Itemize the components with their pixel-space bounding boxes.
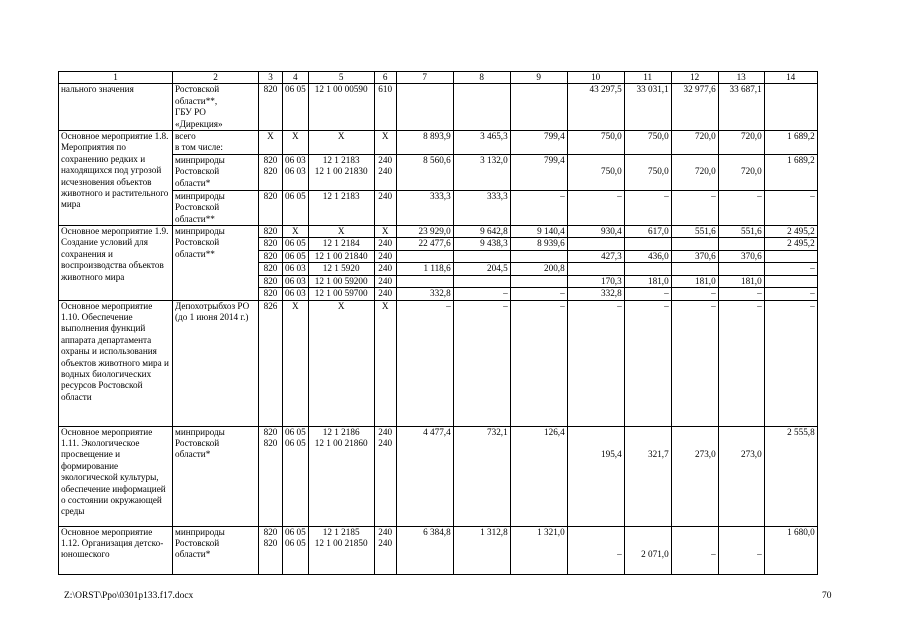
value-c6: 240 — [374, 238, 396, 250]
value-c10: 43 297,5 — [567, 84, 624, 131]
value-c4: 06 03 — [283, 275, 309, 287]
table-row — [59, 72, 818, 84]
executor-cell: минприроды Ростовской области* — [173, 426, 259, 526]
value-c8: 732,1 — [453, 426, 510, 526]
value-c8: 1 312,8 — [453, 526, 510, 574]
value-c14: – — [764, 190, 817, 225]
value-c10: 427,3 — [567, 250, 624, 262]
value-c11: 33 031,1 — [624, 84, 671, 131]
value-c7: 8 560,6 — [396, 154, 453, 190]
value-c8 — [453, 250, 510, 262]
value-c11: 321,7 — [624, 426, 671, 526]
value-c13 — [718, 263, 764, 275]
activity-name: Основное мероприятие 1.12. Организация детско-юношеского — [59, 526, 173, 574]
value-c3: 820 — [259, 288, 283, 300]
value-c5: 12 1 2186 12 1 00 21860 — [308, 426, 374, 526]
value-c5: 12 1 5920 — [308, 263, 374, 275]
value-c11: 750,0 — [624, 131, 671, 155]
value-c5: 12 1 00 21840 — [308, 250, 374, 262]
executor-cell: всего в том числе: — [173, 131, 259, 155]
value-c12: – — [671, 190, 718, 225]
value-c3: 820 — [259, 226, 283, 238]
value-c5: 12 1 2185 12 1 00 21850 — [308, 526, 374, 574]
table-row — [59, 131, 818, 155]
value-c6: Х — [374, 226, 396, 238]
column-header-10: 10 — [567, 72, 624, 84]
column-header-2: 2 — [173, 72, 259, 84]
column-header-11: 11 — [624, 72, 671, 84]
value-c11: – — [624, 190, 671, 225]
value-c3: 820 — [259, 263, 283, 275]
executor-cell: минприроды Ростовской области** — [173, 226, 259, 300]
column-header-1: 1 — [59, 72, 173, 84]
value-c9: 9 140,4 — [510, 226, 567, 238]
value-c13: – — [718, 190, 764, 225]
value-c10: 750,0 — [567, 131, 624, 155]
page-number: 70 — [822, 591, 832, 601]
value-c8: 3 465,3 — [453, 131, 510, 155]
value-c14: – — [764, 288, 817, 300]
value-c13: 370,6 — [718, 250, 764, 262]
value-c12: 32 977,6 — [671, 84, 718, 131]
value-c14: 1 689,2 — [764, 154, 817, 190]
value-c10: 332,8 — [567, 288, 624, 300]
value-c6: Х — [374, 300, 396, 426]
value-c5: Х — [308, 131, 374, 155]
column-header-3: 3 — [259, 72, 283, 84]
value-c6: 240 — [374, 250, 396, 262]
value-c14: 2 495,2 — [764, 226, 817, 238]
value-c10: – — [567, 190, 624, 225]
activity-name: Основное мероприятие 1.10. Обеспечение выполнения функций аппарата департамента охраны и использования объектов животного мира и водных биологических ресурсов Ростовской области — [59, 300, 173, 426]
value-c5: Х — [308, 226, 374, 238]
value-c12 — [671, 263, 718, 275]
value-c12: 273,0 — [671, 426, 718, 526]
value-c12: – — [671, 526, 718, 574]
value-c6: 240 240 — [374, 154, 396, 190]
value-c14: – — [764, 263, 817, 275]
value-c3: 820 820 — [259, 426, 283, 526]
value-c6: 240 — [374, 288, 396, 300]
value-c5: 12 1 00 00590 — [308, 84, 374, 131]
value-c5: 12 1 00 59700 — [308, 288, 374, 300]
value-c13: – — [718, 288, 764, 300]
value-c11 — [624, 263, 671, 275]
value-c3: Х — [259, 131, 283, 155]
value-c9 — [510, 84, 567, 131]
value-c14: 1 689,2 — [764, 131, 817, 155]
column-header-5: 5 — [308, 72, 374, 84]
value-c3: 820 — [259, 238, 283, 250]
value-c13 — [718, 238, 764, 250]
column-header-7: 7 — [396, 72, 453, 84]
value-c7 — [396, 275, 453, 287]
value-c3: 820 820 — [259, 526, 283, 574]
value-c9: 200,8 — [510, 263, 567, 275]
column-header-12: 12 — [671, 72, 718, 84]
budget-table — [58, 71, 818, 575]
value-c7: 23 929,0 — [396, 226, 453, 238]
value-c4: 06 05 — [283, 190, 309, 225]
value-c9: – — [510, 190, 567, 225]
value-c8: 9 438,3 — [453, 238, 510, 250]
value-c4: 06 03 — [283, 288, 309, 300]
value-c9: 1 321,0 — [510, 526, 567, 574]
value-c12: – — [671, 300, 718, 426]
value-c8: 333,3 — [453, 190, 510, 225]
value-c12: 720,0 — [671, 154, 718, 190]
value-c9: 126,4 — [510, 426, 567, 526]
value-c12: 551,6 — [671, 226, 718, 238]
value-c6: 240 — [374, 275, 396, 287]
value-c4: 06 03 06 03 — [283, 154, 309, 190]
value-c11: 750,0 — [624, 154, 671, 190]
activity-name: Основное мероприятие 1.9. Создание условий для сохранения и воспроизводства объектов животного мира — [59, 226, 173, 300]
value-c3: 820 — [259, 250, 283, 262]
value-c9 — [510, 250, 567, 262]
column-header-13: 13 — [718, 72, 764, 84]
value-c3: 826 — [259, 300, 283, 426]
value-c10: 750,0 — [567, 154, 624, 190]
value-c5: 12 1 2184 — [308, 238, 374, 250]
value-c11 — [624, 238, 671, 250]
value-c6: Х — [374, 131, 396, 155]
value-c6: 240 — [374, 263, 396, 275]
value-c9: – — [510, 300, 567, 426]
value-c6: 240 240 — [374, 426, 396, 526]
file-path: Z:\ORST\Ppo\0301p133.f17.docx — [64, 591, 194, 601]
value-c13: 720,0 — [718, 131, 764, 155]
value-c11: 181,0 — [624, 275, 671, 287]
column-header-6: 6 — [374, 72, 396, 84]
value-c5: 12 1 00 59200 — [308, 275, 374, 287]
value-c3: 820 — [259, 84, 283, 131]
value-c9 — [510, 275, 567, 287]
value-c9: – — [510, 288, 567, 300]
value-c4: 06 05 06 05 — [283, 526, 309, 574]
value-c10 — [567, 238, 624, 250]
table-body — [59, 72, 818, 575]
column-header-8: 8 — [453, 72, 510, 84]
table-row — [59, 300, 818, 426]
value-c11: – — [624, 300, 671, 426]
value-c4: Х — [283, 226, 309, 238]
value-c7: 6 384,8 — [396, 526, 453, 574]
value-c7: 1 118,6 — [396, 263, 453, 275]
value-c6: 610 — [374, 84, 396, 131]
value-c10 — [567, 263, 624, 275]
executor-cell: минприроды Ростовской области* — [173, 526, 259, 574]
value-c8 — [453, 275, 510, 287]
value-c6: 240 — [374, 190, 396, 225]
table-row — [59, 154, 818, 190]
table-row — [59, 526, 818, 574]
value-c8: – — [453, 300, 510, 426]
value-c13: 273,0 — [718, 426, 764, 526]
value-c12: 181,0 — [671, 275, 718, 287]
value-c11: 617,0 — [624, 226, 671, 238]
value-c13: – — [718, 300, 764, 426]
value-c4: Х — [283, 300, 309, 426]
value-c7: – — [396, 300, 453, 426]
value-c3: 820 — [259, 275, 283, 287]
value-c11: 2 071,0 — [624, 526, 671, 574]
column-header-9: 9 — [510, 72, 567, 84]
value-c5: 12 1 2183 — [308, 190, 374, 225]
executor-cell: Депохотрыбхоз РО (до 1 июня 2014 г.) — [173, 300, 259, 426]
value-c8: 9 642,8 — [453, 226, 510, 238]
value-c14: 1 680,0 — [764, 526, 817, 574]
value-c11: 436,0 — [624, 250, 671, 262]
value-c6: 240 240 — [374, 526, 396, 574]
value-c12: 370,6 — [671, 250, 718, 262]
value-c9: 799,4 — [510, 154, 567, 190]
value-c11: – — [624, 288, 671, 300]
value-c8: – — [453, 288, 510, 300]
value-c5: 12 1 2183 12 1 00 21830 — [308, 154, 374, 190]
value-c14 — [764, 250, 817, 262]
value-c13: 551,6 — [718, 226, 764, 238]
table-row — [59, 84, 818, 131]
column-header-4: 4 — [283, 72, 309, 84]
value-c8 — [453, 84, 510, 131]
value-c12 — [671, 238, 718, 250]
value-c12: – — [671, 288, 718, 300]
value-c14: – — [764, 300, 817, 426]
value-c14 — [764, 84, 817, 131]
value-c4: 06 05 — [283, 84, 309, 131]
value-c7: 332,8 — [396, 288, 453, 300]
value-c4: 06 03 — [283, 263, 309, 275]
value-c13: 720,0 — [718, 154, 764, 190]
executor-cell: Ростовской области**, ГБУ РО «Дирекция» — [173, 84, 259, 131]
value-c4: 06 05 — [283, 250, 309, 262]
table-row — [59, 226, 818, 238]
value-c14 — [764, 275, 817, 287]
activity-name: Основное мероприятие 1.8. Мероприятия по сохранению редких и находящихся под угрозой исчезновения объектов животного и растительного мира — [59, 131, 173, 226]
value-c3: 820 820 — [259, 154, 283, 190]
value-c7: 333,3 — [396, 190, 453, 225]
value-c9: 799,4 — [510, 131, 567, 155]
executor-cell: минприроды Ростовской области* — [173, 154, 259, 190]
value-c13: 181,0 — [718, 275, 764, 287]
value-c4: 06 05 — [283, 238, 309, 250]
value-c7 — [396, 250, 453, 262]
activity-name: Основное мероприятие 1.11. Экологическое просвещение и формирование экологической культуры, обеспечение информацией о состоянии окружающей среды — [59, 426, 173, 526]
value-c8: 204,5 — [453, 263, 510, 275]
value-c14: 2 555,8 — [764, 426, 817, 526]
value-c10: – — [567, 526, 624, 574]
value-c7 — [396, 84, 453, 131]
value-c7: 22 477,6 — [396, 238, 453, 250]
value-c10: 930,4 — [567, 226, 624, 238]
value-c10: – — [567, 300, 624, 426]
column-header-14: 14 — [764, 72, 817, 84]
activity-name: нального значения — [59, 84, 173, 131]
value-c8: 3 132,0 — [453, 154, 510, 190]
value-c13: 33 687,1 — [718, 84, 764, 131]
value-c7: 8 893,9 — [396, 131, 453, 155]
value-c9: 8 939,6 — [510, 238, 567, 250]
table-row — [59, 190, 818, 225]
value-c4: 06 05 06 05 — [283, 426, 309, 526]
table-row — [59, 426, 818, 526]
value-c3: 820 — [259, 190, 283, 225]
executor-cell: минприроды Ростовской области** — [173, 190, 259, 225]
value-c5: Х — [308, 300, 374, 426]
value-c10: 195,4 — [567, 426, 624, 526]
value-c10: 170,3 — [567, 275, 624, 287]
value-c7: 4 477,4 — [396, 426, 453, 526]
value-c4: Х — [283, 131, 309, 155]
value-c14: 2 495,2 — [764, 238, 817, 250]
value-c12: 720,0 — [671, 131, 718, 155]
value-c13: – — [718, 526, 764, 574]
